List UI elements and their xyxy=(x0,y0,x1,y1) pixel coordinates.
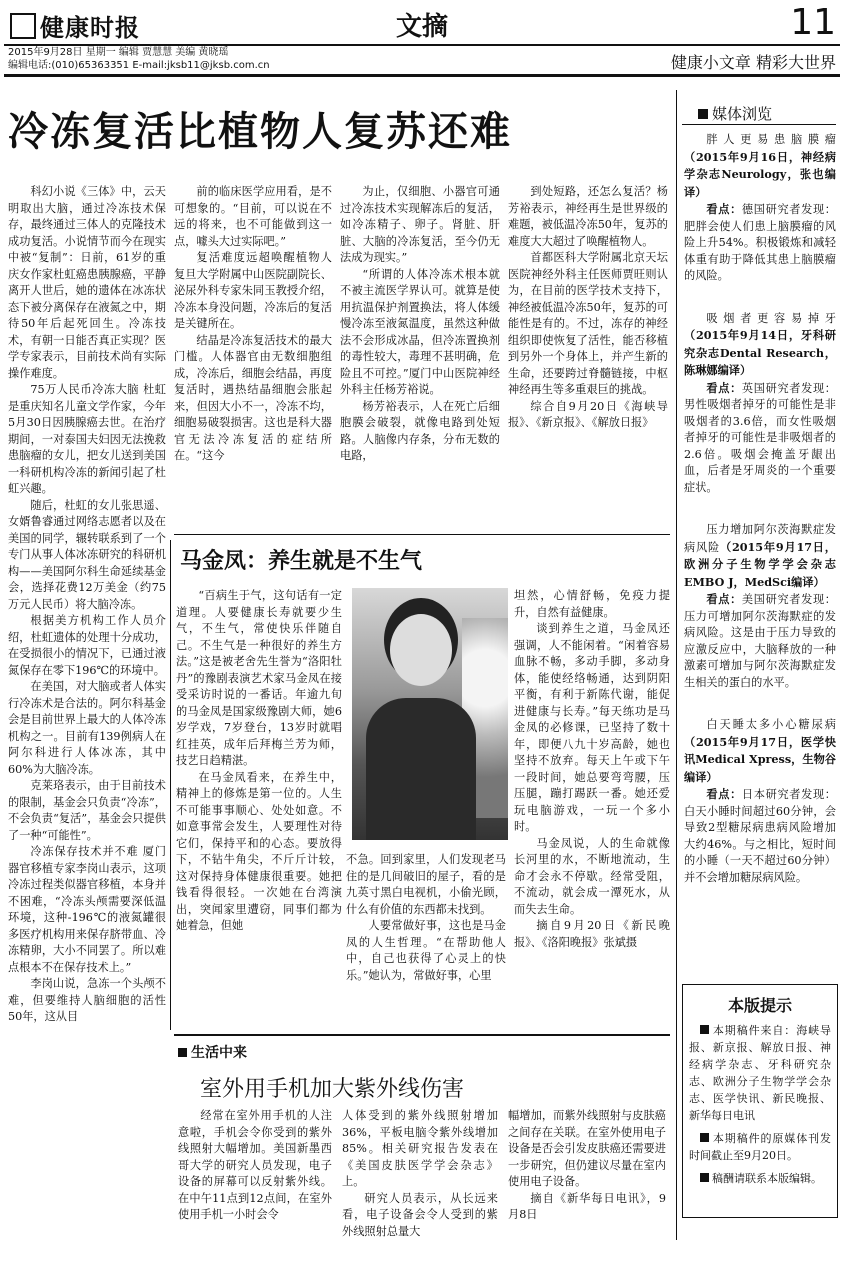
paragraph: 李岗山说，急冻一个头颅不难，但要维持人脑细胞的活性50年，这从目 xyxy=(8,977,166,1023)
paragraph: 人要常做好事，这也是马金凤的人生哲理。“在帮助他人中，自己也获得了心灵上的快乐。”她认为，常做好事，心里 xyxy=(346,919,506,982)
news-source: （2015年9月16日，神经病学杂志Neurology，张也编译） xyxy=(684,149,836,199)
main-article-col-4 xyxy=(508,184,668,529)
edition-contact-line: 编辑电话:(010)65363351 E-mail:jksb11@jksb.com.cn xyxy=(8,60,270,71)
sidebar-news-item xyxy=(684,522,836,691)
news-key-label: 看点： xyxy=(706,202,742,216)
article2-title: 马金凤：养生就是不生气 xyxy=(180,548,423,574)
sidebar-news-item xyxy=(684,717,836,886)
sidebar-title-rule xyxy=(682,124,836,125)
news-key-label: 看点： xyxy=(706,592,742,606)
news-source: （2015年9月17日，欧洲分子生物学学会杂志EMBO J，MedSci编译） xyxy=(684,539,836,589)
life-col-1 xyxy=(178,1108,332,1284)
news-lead: 胖人更易患脑膜瘤 xyxy=(706,133,836,146)
header-rule xyxy=(4,74,840,77)
news-source: （2015年9月17日，医学快讯Medical Xpress，生物谷编译） xyxy=(684,734,836,784)
sidebar-news-list xyxy=(684,132,836,977)
sidebar-title-text: 媒体浏览 xyxy=(712,105,773,123)
news-key-label: 看点： xyxy=(706,787,742,801)
life-section-rule xyxy=(174,1034,670,1036)
paragraph: 摘自《新华每日电讯》，9月8日 xyxy=(508,1191,666,1221)
portrait-photo xyxy=(352,588,508,840)
square-bullet-icon xyxy=(700,1025,709,1034)
square-bullet-icon xyxy=(178,1048,187,1057)
main-article-col-3 xyxy=(340,184,500,529)
news-body: 美国研究者发现：压力可增加阿尔茨海默症的发病风险。这是由于压力导致的应激反应中，大脑释放的一种激素可增加与阿尔茨海默症发生相关的蛋白的水平。 xyxy=(684,593,836,689)
news-lead: 吸烟者更容易掉牙 xyxy=(706,311,836,325)
edition-date-line: 2015年9月28日 星期一 编辑 贾慧慧 美编 黄晓瑶 xyxy=(8,47,229,58)
sidebar-divider xyxy=(676,90,677,1240)
life-article-title: 室外用手机加大紫外线伤害 xyxy=(200,1077,465,1102)
paragraph: “所谓的人体冷冻术根本就不被主流医学界认可。就算是使用抗温保护剂置换法，将人体缓慢冷冻至液氮温度，虽然这种做法不会形成冰晶，但冷冻置换剂的毒性较大，毒理不甚明确，危险且不可控。”厦门中山医院神经外科主任杨芳裕说。 xyxy=(340,267,500,396)
life-section-banner xyxy=(178,1042,247,1062)
article2-col-1 xyxy=(176,588,342,1028)
notice-text: 本期稿件来自：海峡导报、新京报、解放日报、神经病学杂志、牙科研究杂志、欧洲分子生物学学会杂志、医学快讯、新民晚报、新华每日电讯 xyxy=(689,1024,831,1122)
edition-info xyxy=(8,46,270,72)
section-divider xyxy=(174,534,670,535)
paragraph: 复活难度远超唤醒植物人 复旦大学附属中山医院副院长、泌尿外科专家朱同玉教授介绍，冷冻本身没问题，冷冻后的复活是关键所在。 xyxy=(174,251,332,330)
paragraph: 幅增加，而紫外线照射与皮肤癌之间存在关联。在室外使用电子设备是否会引发皮肤癌还需要进一步研究，但仍建议尽量在室内使用电子设备。 xyxy=(508,1109,666,1188)
square-bullet-icon xyxy=(700,1173,709,1182)
article2-under-photo xyxy=(346,852,506,1028)
paragraph: 科幻小说《三体》中，云天明取出大脑，通过冷冻技术保存，最终通过三体人的克隆技术成功复活。小说情节而今在现实中被“复制”：日前，61岁的重庆女作家杜虹癌患胰腺癌，平静离开人世后，她的遗体在冰冻状态下被分离保存在液氮之中，期待50年后起死回生。冷冻技术，有朝一日能否真正实现？医学专家表示，目前技术尚有实际操作难度。 xyxy=(8,185,166,380)
paragraph: 马金凤说，人的生命就像长河里的水，不断地流动，生命才会永不停歇。经常受阻，不流动，就会成一潭死水，从而失去生命。 xyxy=(514,836,670,916)
main-headline: 冷冻复活比植物人复苏还难 xyxy=(8,108,512,155)
paragraph: 杨芳裕表示，人在死亡后细胞膜会破裂，就像电路到处短路。人脑像内存条，分布无数的电路， xyxy=(340,399,500,462)
news-lead: 压力增加阿尔茨海默症发病风险 xyxy=(684,523,836,554)
paragraph: 研究人员表示，从长远来看，电子设备会令人受到的紫外线照射总量大 xyxy=(342,1191,498,1238)
column-divider xyxy=(170,540,171,1030)
news-body: 日本研究者发现：白天小睡时间超过60分钟，会导致2型糖尿病患病风险增加大约46%。与之相比，短时间的小睡（一天不超过60分钟）并不会增加糖尿病风险。 xyxy=(684,788,836,884)
news-source: （2015年9月14日，牙科研究杂志Dental Research，陈琳娜编译） xyxy=(684,328,836,377)
page-number: 11 xyxy=(790,2,836,43)
paragraph: 谈到养生之道，马金凤还强调，人不能闲着。“闲着容易血脉不畅，多动手脚，多动身体，能使经络畅通，达到阴阳平衡，有利于新陈代谢，能促进健康与长寿。”每天练功是马金凤的必修课，已坚持了数十年，即便八九十岁高龄，她也坚持不放弃。每天上午或下午一段时间，她总要弯弯腰，压压腿，蹦打踢跃一番。她还爱玩电脑游戏，一玩一个多小时。 xyxy=(514,622,670,833)
news-lead: 白天睡太多小心糖尿病 xyxy=(706,718,836,731)
square-bullet-icon xyxy=(700,1133,709,1142)
newspaper-logo xyxy=(10,8,140,43)
notice-item xyxy=(689,1170,831,1187)
paragraph: 经常在室外用手机的人注意啦，手机会令你受到的紫外线照射大幅增加。美国新墨西哥大学的研究人员发现，电子设备的屏幕可以反射紫外线。在中午11点到12点间，在室外使用手机一小时会令 xyxy=(178,1109,332,1221)
life-banner-text: 生活中来 xyxy=(191,1045,247,1061)
notice-text: 本期稿件的原媒体刊发时间截止至9月20日。 xyxy=(689,1132,831,1162)
paragraph: 随后，杜虹的女儿张思遥、女婿鲁睿通过网络志愿者以及在美国的同学，辗转联系到了一个专门从事人体冰冻研究的科研机构——美国阿尔科生命延续基金会，选择花费12万美金（约75万元人民币）将大脑冷冻。 xyxy=(8,498,166,611)
article2-col-3 xyxy=(514,588,670,1028)
paragraph: 结晶是冷冻复活技术的最大门槛。人体器官由无数细胞组成，冷冻后，细胞会结晶，再度复活时，遇热结晶细胞会胀起来，但因大小不一，冷冻不均，细胞易破裂损害。这也是科大器官无法冷冻复活的症结所在。“这今 xyxy=(174,333,332,462)
paragraph: 不急。回到家里，人们发现老马住的是几间破旧的屋子，看的是九英寸黑白电视机，小偷光顾，什么有价值的东西都未找到。 xyxy=(346,853,506,916)
paragraph: 在马金凤看来，在养生中，精神上的修炼是第一位的。人生不可能事事顺心、处处如意。不如意事常会发生，人要理性对待它们，保持平和的心态。要放得下，不钻牛角尖，不斤斤计较，这对保持身体健康很重要。她把钱看得很轻。一次她在台湾演出，突闻家里遭窃，同事们都为她着急，但她 xyxy=(176,770,342,932)
paragraph: 摘自9月20日《新民晚报》、《洛阳晚报》张斌摄 xyxy=(514,919,670,949)
life-col-3 xyxy=(508,1108,666,1284)
logo-text: 健康时报 xyxy=(40,13,140,42)
paragraph: 到处短路，还怎么复活？杨芳裕表示，神经再生是世界级的难题，被低温冷冻50年，复苏的难度大大超过了唤醒植物人。 xyxy=(508,185,668,248)
logo-mark-icon xyxy=(10,13,36,39)
notice-item xyxy=(689,1130,831,1164)
photo-face xyxy=(390,614,452,686)
main-article-col-2 xyxy=(174,184,332,529)
notice-title: 本版提示 xyxy=(727,996,792,1015)
paragraph: 综合自9月20日《海峡导报》、《新京报》、《解放日报》 xyxy=(508,399,668,429)
sidebar-news-item xyxy=(684,311,836,497)
paragraph: 人体受到的紫外线照射增加36%，平板电脑令紫外线增加85%。相关研究报告发表在《美国皮肤医学学会杂志》上。 xyxy=(342,1109,498,1188)
photo-figure xyxy=(366,698,476,840)
life-col-2 xyxy=(342,1108,498,1284)
section-title: 文摘 xyxy=(396,12,449,42)
notice-body xyxy=(683,1022,837,1187)
paragraph: 75万人民币冷冻大脑 杜虹是重庆知名儿童文学作家，今年5月30日因胰腺癌去世。在治疗期间，一对泰国夫妇因无法挽救患脑瘤的女儿，把女儿送到美国一科研机构冷冻的新闻引起了杜虹兴趣。 xyxy=(8,383,166,495)
paragraph: “百病生于气，这句话有一定道理。人要健康长寿就要少生气，不生气，常使快乐伴随自己。不生气是一种很好的养生方法。”这是被老舍先生誉为“洛阳牡丹”的豫剧表演艺术家马金凤在接受采访时说的一番话。年逾九旬的马金凤是国家级豫剧大师，她6岁学戏，7岁登台，13岁时就唱红挂英，成年后拜梅兰芳为师，技艺日趋精湛。 xyxy=(176,589,342,767)
paragraph: 为止，仅细胞、小器官可通过冷冻技术实现解冻后的复活，如冷冻精子、卵子。肾脏、肝脏、大脑的冷冻复活，至今仍无法成为现实。” xyxy=(340,185,500,264)
news-body: 英国研究者发现：男性吸烟者掉牙的可能性是非吸烟者的3.6倍，而女性吸烟者掉牙的可能性是非吸烟者的2.6倍。吸烟会掩盖牙龈出血，后者是牙周炎的一个重要症状。 xyxy=(684,381,836,494)
square-bullet-icon xyxy=(698,109,708,119)
paragraph: 根据美方机构工作人员介绍，杜虹遗体的处理十分成功，在受损很小的情况下，已通过液氮保存在零下196℃的环境中。 xyxy=(8,614,166,677)
sidebar-news-item xyxy=(684,132,836,285)
news-key-label: 看点： xyxy=(706,380,742,395)
masthead xyxy=(4,4,840,44)
page-tagline: 健康小文章 精彩大世界 xyxy=(670,53,836,72)
paragraph: 在美国，对大脑或者人体实行冷冻术是合法的。阿尔科基金会是目前世界上最大的人体冷冻机构之一。目前有139例病人在阿尔科进行人体冰冻，其中60%为大脑冷冻。 xyxy=(8,680,166,776)
notice-item xyxy=(689,1022,831,1124)
news-body: 德国研究者发现：肥胖会使人们患上脑膜瘤的风险上升54%。积极锻炼和减轻体重有助于降低其患上脑膜瘤的风险。 xyxy=(684,203,836,282)
paragraph: 克莱珞表示，由于目前技术的限制，基金会只负责“冷冻”，不会负责“复活”，基金会只提供了一种“可能性”。 xyxy=(8,779,166,842)
paragraph: 首都医科大学附属北京天坛医院神经外科主任医师贾旺则认为，在目前的医学技术支持下，神经被低温冷冻50年，复苏的可能性是有的。不过，冻存的神经组织即使恢复了活性，能否移植到另外一个身体上，并产生新的生命，还要跨过脊髓链接，中枢神经再生等多重艰巨的挑战。 xyxy=(508,251,668,396)
paragraph: 前的临床医学应用看，是不可想象的。“目前，可以说在不远的将来，也不可能做到这一点，噱头大过实际吧。” xyxy=(174,185,332,248)
notice-box xyxy=(682,984,838,1218)
sidebar-title xyxy=(698,103,772,124)
notice-text: 稿酬请联系本版编辑。 xyxy=(712,1172,822,1185)
paragraph: 冷冻保存技术并不难 厦门器官移植专家李岗山表示，这项冷冻过程类似器官移植，本身并不困难，“冷冻头颅需要深低温环境，这种-196℃的液氮罐很多医疗机构用来保存脐带血、冷冻精卵，大小不同罢了。所以难点根本不在保存技术上。” xyxy=(8,845,166,974)
main-article-col-1 xyxy=(8,184,166,1284)
paragraph: 坦然，心情舒畅，免疫力提升，自然有益健康。 xyxy=(514,589,670,619)
